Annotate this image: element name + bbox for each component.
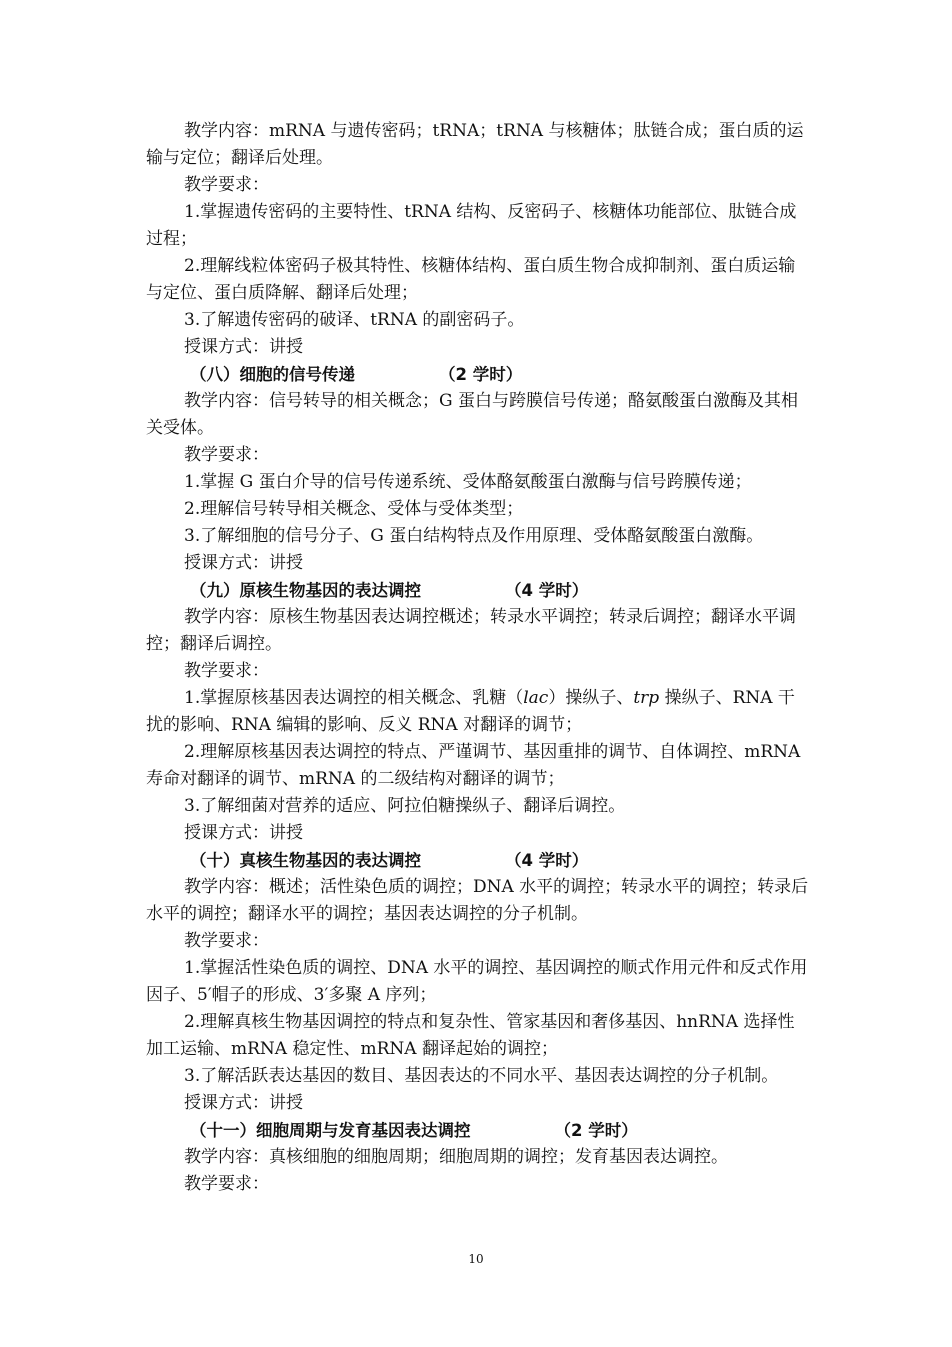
section-title: （十一）细胞周期与发育基因表达调控 <box>190 1121 471 1140</box>
section-title: （八）细胞的信号传递 <box>190 365 355 384</box>
requirement-item: 2.理解真核生物基因调控的特点和复杂性、管家基因和奢侈基因、hnRNA 选择性加工运输、mRNA 稳定性、mRNA 翻译起始的调控； <box>146 1012 795 1059</box>
requirement-text: ）操纵子、 <box>548 688 634 708</box>
section-heading <box>146 847 810 874</box>
requirement-item: 2.理解线粒体密码子极其特性、核糖体结构、蛋白质生物合成抑制剂、蛋白质运输与定位、蛋白质降解、翻译后处理； <box>146 256 796 303</box>
teaching-method: 授课方式：讲授 <box>184 1093 303 1113</box>
requirements-label: 教学要求： <box>184 931 269 951</box>
requirement-item: 2.理解原核基因表达调控的特点、严谨调节、基因重排的调节、自体调控、mRNA 寿命对翻译的调节、mRNA 的二级结构对翻译的调节； <box>146 742 801 789</box>
gene-name-lac: lac <box>523 688 549 708</box>
section-hours: （4 学时） <box>505 581 589 600</box>
section-title: （九）原核生物基因的表达调控 <box>190 581 421 600</box>
requirement-text: 操纵子、RNA 干扰的影响、RNA 编辑的影响、反义 RNA 对翻译的调节； <box>146 688 795 735</box>
requirement-item: 1.掌握活性染色质的调控、DNA 水平的调控、基因调控的顺式作用元件和反式作用因子、5′帽子的形成、3′多聚 A 序列； <box>146 958 808 1005</box>
page-number: 10 <box>468 1252 484 1266</box>
section-hours: （2 学时） <box>439 365 523 384</box>
teaching-content: 教学内容：原核生物基因表达调控概述；转录水平调控；转录后调控；翻译水平调控；翻译后调控。 <box>146 607 796 654</box>
requirement-text: 1.掌握原核基因表达调控的相关概念、乳糖（ <box>184 688 524 708</box>
gene-name-trp: trp <box>633 688 660 708</box>
requirement-item: 3.了解细菌对营养的适应、阿拉伯糖操纵子、翻译后调控。 <box>184 796 626 816</box>
teaching-method: 授课方式：讲授 <box>184 337 303 357</box>
requirements-label: 教学要求： <box>184 1174 269 1194</box>
teaching-content: 教学内容：真核细胞的细胞周期；细胞周期的调控；发育基因表达调控。 <box>184 1147 728 1167</box>
requirement-item: 3.了解遗传密码的破译、tRNA 的副密码子。 <box>184 310 525 330</box>
requirement-item: 3.了解活跃表达基因的数目、基因表达的不同水平、基因表达调控的分子机制。 <box>184 1066 779 1086</box>
section-hours: （4 学时） <box>505 851 589 870</box>
teaching-method: 授课方式：讲授 <box>184 553 303 573</box>
teaching-content: 教学内容：信号转导的相关概念；G 蛋白与跨膜信号传递；酪氨酸蛋白激酶及其相关受体。 <box>146 391 798 438</box>
requirements-label: 教学要求： <box>184 445 269 465</box>
section-heading <box>146 361 810 388</box>
requirement-item: 3.了解细胞的信号分子、G 蛋白结构特点及作用原理、受体酪氨酸蛋白激酶。 <box>184 526 764 546</box>
document-body <box>146 118 810 1198</box>
requirements-label: 教学要求： <box>184 175 269 195</box>
section-heading <box>146 1117 810 1144</box>
section-heading <box>146 577 810 604</box>
requirement-item: 1.掌握 G 蛋白介导的信号传递系统、受体酪氨酸蛋白激酶与信号跨膜传递； <box>184 472 752 492</box>
teaching-method: 授课方式：讲授 <box>184 823 303 843</box>
teaching-content: 教学内容：概述；活性染色质的调控；DNA 水平的调控；转录水平的调控；转录后水平的调控；翻译水平的调控；基因表达调控的分子机制。 <box>146 877 809 924</box>
section-title: （十）真核生物基因的表达调控 <box>190 851 421 870</box>
teaching-content: 教学内容：mRNA 与遗传密码；tRNA；tRNA 与核糖体；肽链合成；蛋白质的运输与定位；翻译后处理。 <box>146 121 804 168</box>
requirement-item: 1.掌握遗传密码的主要特性、tRNA 结构、反密码子、核糖体功能部位、肽链合成过程； <box>146 202 797 249</box>
requirement-item <box>146 685 810 739</box>
requirements-label: 教学要求： <box>184 661 269 681</box>
section-hours: （2 学时） <box>554 1121 638 1140</box>
requirement-item: 2.理解信号转导相关概念、受体与受体类型； <box>184 499 524 519</box>
